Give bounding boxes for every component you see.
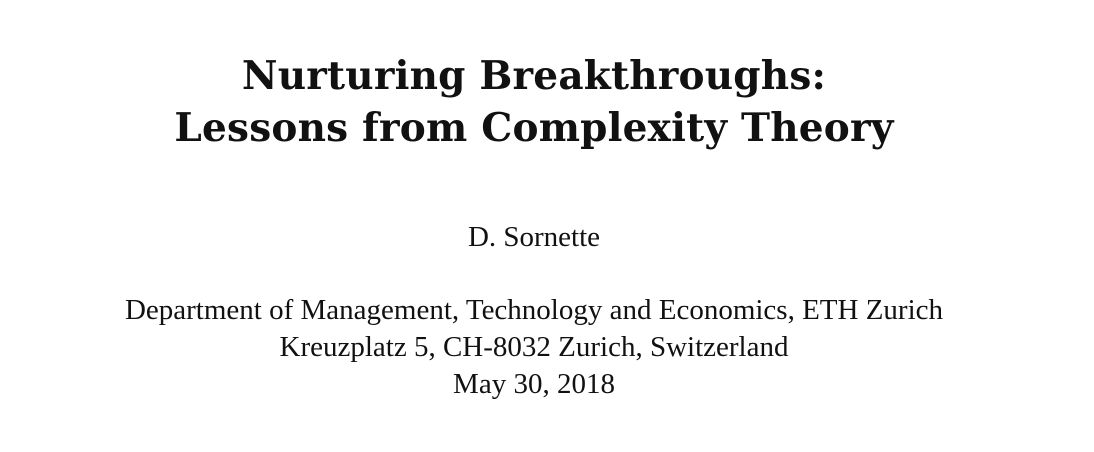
publication-date: May 30, 2018 <box>453 368 615 400</box>
title-line-2: Lessons from Complexity Theory <box>174 105 894 151</box>
title-line-1: Nurturing Breakthroughs: <box>241 53 827 99</box>
affiliation-department: Department of Management, Technology and Economics, ETH Zurich <box>124 294 944 326</box>
paper-title <box>0 50 1068 154</box>
author-name: D. Sornette <box>467 221 601 253</box>
affiliation-address: Kreuzplatz 5, CH-8032 Zurich, Switzerland <box>279 331 789 363</box>
affiliation-block <box>0 292 1068 403</box>
